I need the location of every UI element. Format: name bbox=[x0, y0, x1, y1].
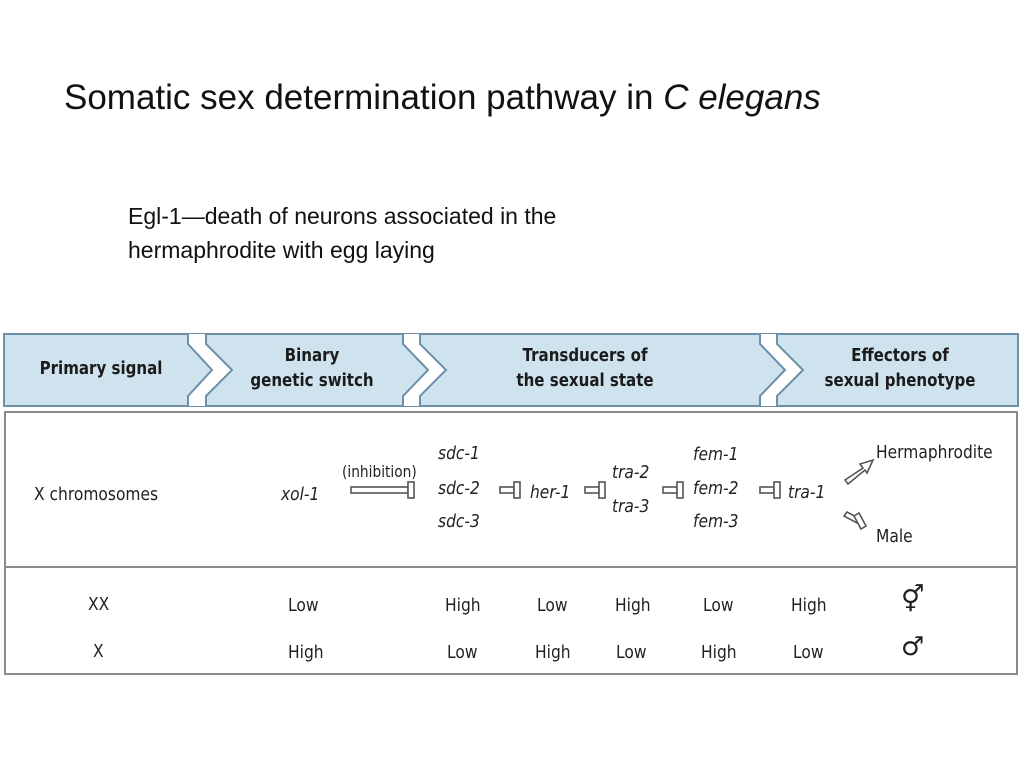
level-x-sdc: Low bbox=[447, 642, 478, 663]
inhibition-label: (inhibition) bbox=[342, 462, 417, 481]
stage-transducers: Transducers of the sexual state bbox=[516, 346, 654, 391]
level-xx-fem: Low bbox=[703, 595, 734, 616]
gene-sdc-1: sdc-1 bbox=[438, 443, 480, 464]
input-label: X chromosomes bbox=[34, 484, 159, 505]
row-label-x: X bbox=[93, 641, 104, 662]
outcome-male: Male bbox=[876, 526, 913, 547]
level-x-xol1: High bbox=[288, 642, 324, 663]
level-x-her1: High bbox=[535, 642, 571, 663]
pathway-table bbox=[4, 411, 1018, 675]
gene-sdc-2: sdc-2 bbox=[438, 478, 480, 499]
level-x-fem: High bbox=[701, 642, 737, 663]
slide-note: Egl-1—death of neurons associated in the hermaphrodite with egg laying bbox=[128, 203, 557, 263]
level-x-tra1: Low bbox=[793, 642, 824, 663]
row-label-xx: XX bbox=[88, 594, 110, 615]
gene-fem-2: fem-2 bbox=[693, 478, 739, 499]
table-divider bbox=[4, 566, 1018, 568]
level-xx-xol1: Low bbox=[288, 595, 319, 616]
level-xx-tra: High bbox=[615, 595, 651, 616]
stage-binary-switch: Binary genetic switch bbox=[250, 346, 374, 391]
outcome-hermaphrodite: Hermaphrodite bbox=[876, 442, 993, 463]
stage-primary-signal: Primary signal bbox=[39, 359, 163, 379]
gene-fem-3: fem-3 bbox=[693, 511, 739, 532]
hermaphrodite-symbol: ⚥ bbox=[901, 585, 925, 615]
gene-xol-1: xol-1 bbox=[281, 484, 320, 505]
level-xx-her1: Low bbox=[537, 595, 568, 616]
level-xx-sdc: High bbox=[445, 595, 481, 616]
level-xx-tra1: High bbox=[791, 595, 827, 616]
gene-her-1: her-1 bbox=[530, 482, 571, 503]
title-text: Somatic sex determination pathway in bbox=[64, 78, 664, 117]
stage-effectors: Effectors of sexual phenotype bbox=[824, 346, 976, 391]
gene-tra-2: tra-2 bbox=[612, 462, 650, 483]
gene-tra-3: tra-3 bbox=[612, 496, 650, 517]
title-species: C elegans bbox=[663, 78, 821, 117]
slide-title bbox=[64, 78, 821, 118]
level-x-tra: Low bbox=[616, 642, 647, 663]
gene-fem-1: fem-1 bbox=[693, 444, 739, 465]
male-symbol: ♂ bbox=[901, 632, 925, 662]
gene-sdc-3: sdc-3 bbox=[438, 511, 480, 532]
gene-tra-1: tra-1 bbox=[788, 482, 826, 503]
